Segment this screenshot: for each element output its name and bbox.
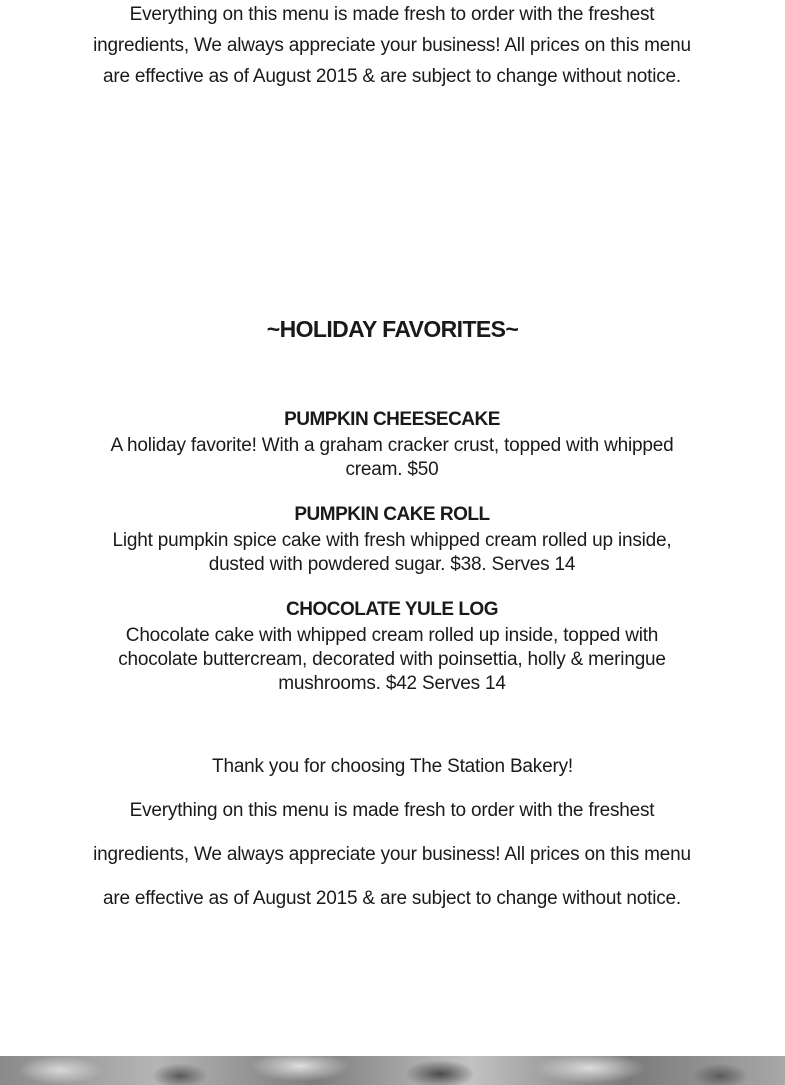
item-name: PUMPKIN CAKE ROLL	[294, 504, 490, 525]
menu-item	[92, 501, 692, 577]
footer-photo-band	[0, 1056, 785, 1085]
menu-list	[92, 406, 692, 715]
item-description: A holiday favorite! With a graham cracker crust, topped with whipped cream. $50	[110, 435, 674, 480]
intro-notice: Everything on this menu is made fresh to order with the freshest ingredients, We always appreciate your business! All prices on this menu are effective as of August 2015 & are subject to change without notice.	[93, 4, 691, 87]
thank-you-message: Thank you for choosing The Station Bakery!	[212, 756, 573, 777]
closing-notice: Everything on this menu is made fresh to order with the freshest ingredients, We always appreciate your business! All prices on this menu are effective as of August 2015 & are subject to change without notice.	[93, 800, 691, 909]
item-name: PUMPKIN CHEESECAKE	[284, 409, 500, 430]
item-name: CHOCOLATE YULE LOG	[286, 599, 498, 620]
menu-item	[92, 596, 692, 696]
section-title: ~HOLIDAY FAVORITES~	[266, 316, 519, 342]
menu-item	[92, 406, 692, 482]
item-description: Light pumpkin spice cake with fresh whipped cream rolled up inside, dusted with powdered sugar. $38. Serves 14	[112, 530, 672, 575]
item-description: Chocolate cake with whipped cream rolled up inside, topped with chocolate buttercream, decorated with poinsettia, holly & meringue mushrooms. $42 Serves 14	[118, 625, 666, 694]
